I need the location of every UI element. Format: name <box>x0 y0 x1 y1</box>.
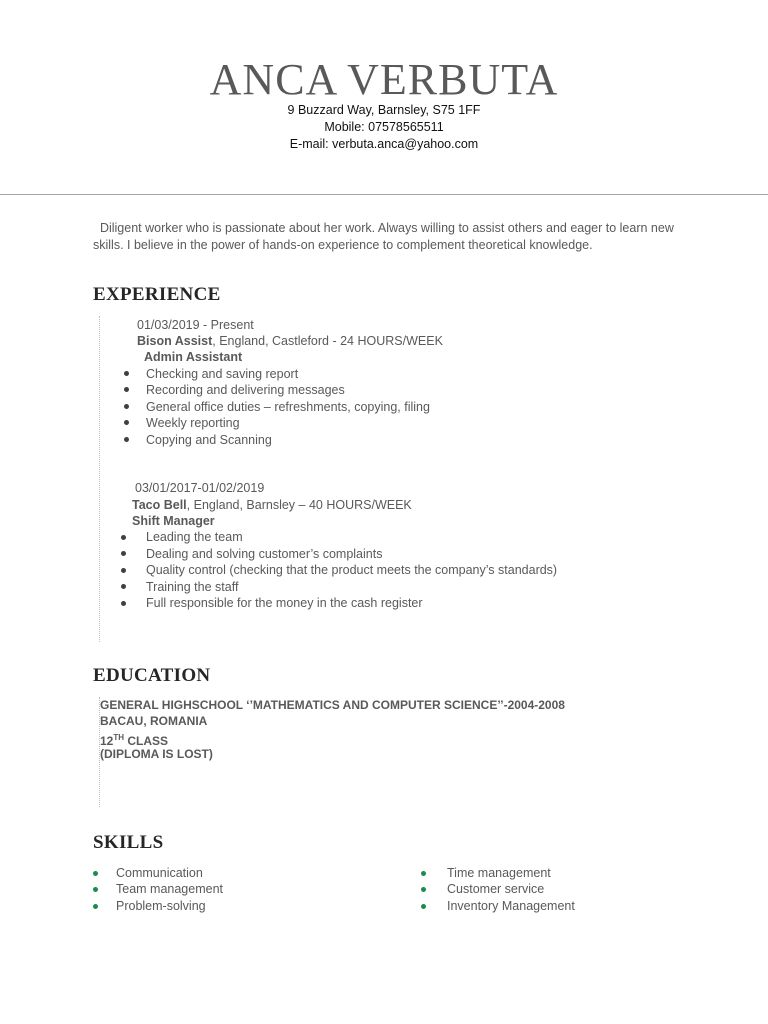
job-2-employer: Taco Bell <box>132 498 187 512</box>
bullet-icon <box>421 904 426 909</box>
job-2-employer-line <box>132 497 412 513</box>
job-2-location: , England, Barnsley – 40 HOURS/WEEK <box>186 498 412 512</box>
job-1-duty: Recording and delivering messages <box>146 383 345 397</box>
bullet-icon <box>124 420 129 425</box>
education-class-suffix: TH <box>113 733 125 742</box>
skill-item: Customer service <box>447 882 545 896</box>
job-1-employer-line <box>137 333 443 349</box>
education-heading: EDUCATION <box>93 665 211 686</box>
job-1-location: , England, Castleford - 24 HOURS/WEEK <box>212 334 443 348</box>
experience-timeline-line <box>99 316 100 642</box>
email-line: E-mail: verbuta.anca@yahoo.com <box>289 137 479 151</box>
education-school: GENERAL HIGHSCHOOL ‘’MATHEMATICS AND COMPUTER SCIENCE’’-2004-2008 <box>100 698 565 712</box>
education-location: BACAU, ROMANIA <box>100 714 208 728</box>
bullet-icon <box>421 887 426 892</box>
job-1-role: Admin Assistant <box>144 350 243 364</box>
job-1-duty: Checking and saving report <box>146 367 299 381</box>
job-2-duty: Quality control (checking that the product meets the company’s standards) <box>146 563 558 577</box>
job-2-duty: Dealing and solving customer’s complaints <box>146 547 383 561</box>
skill-item: Time management <box>447 866 551 880</box>
bullet-icon <box>121 551 126 556</box>
candidate-name: ANCA VERBUTA <box>209 55 559 104</box>
job-1-duty: Weekly reporting <box>146 416 240 430</box>
skill-item: Problem-solving <box>116 899 206 913</box>
skill-item: Team management <box>116 882 224 896</box>
bullet-icon <box>124 387 129 392</box>
education-class-label: CLASS <box>124 734 169 748</box>
skill-item: Communication <box>116 866 203 880</box>
bullet-icon <box>93 887 98 892</box>
job-1-duty: General office duties – refreshments, copying, filing <box>146 400 430 414</box>
address-line: 9 Buzzard Way, Barnsley, S75 1FF <box>287 103 481 117</box>
job-1-dates: 01/03/2019 - Present <box>137 318 254 332</box>
job-2-role: Shift Manager <box>132 514 215 528</box>
job-2-duty: Full responsible for the money in the cash register <box>146 596 423 610</box>
bullet-icon <box>124 371 129 376</box>
job-2-duty: Leading the team <box>146 530 243 544</box>
bullet-icon <box>124 404 129 409</box>
education-class-number: 12 <box>100 734 114 748</box>
bullet-icon <box>121 535 126 540</box>
bullet-icon <box>121 584 126 589</box>
education-note: (DIPLOMA IS LOST) <box>100 747 213 761</box>
profile-summary: Diligent worker who is passionate about her work. Always willing to assist others and eager to learn new skills. I believe in the power of hands-on experience to complement theoretical knowledge. <box>93 221 678 252</box>
job-1-employer: Bison Assist <box>137 334 213 348</box>
job-1-duty: Copying and Scanning <box>146 433 272 447</box>
mobile-line: Mobile: 07578565511 <box>324 120 444 134</box>
bullet-icon <box>93 904 98 909</box>
bullet-icon <box>421 871 426 876</box>
bullet-icon <box>121 601 126 606</box>
job-2-duty: Training the staff <box>146 580 239 594</box>
experience-heading: EXPERIENCE <box>93 284 221 305</box>
bullet-icon <box>93 871 98 876</box>
header-divider <box>0 194 768 195</box>
skills-heading: SKILLS <box>93 832 164 853</box>
job-2-dates: 03/01/2017-01/02/2019 <box>135 481 265 495</box>
skill-item: Inventory Management <box>447 899 575 913</box>
bullet-icon <box>124 437 129 442</box>
bullet-icon <box>121 568 126 573</box>
